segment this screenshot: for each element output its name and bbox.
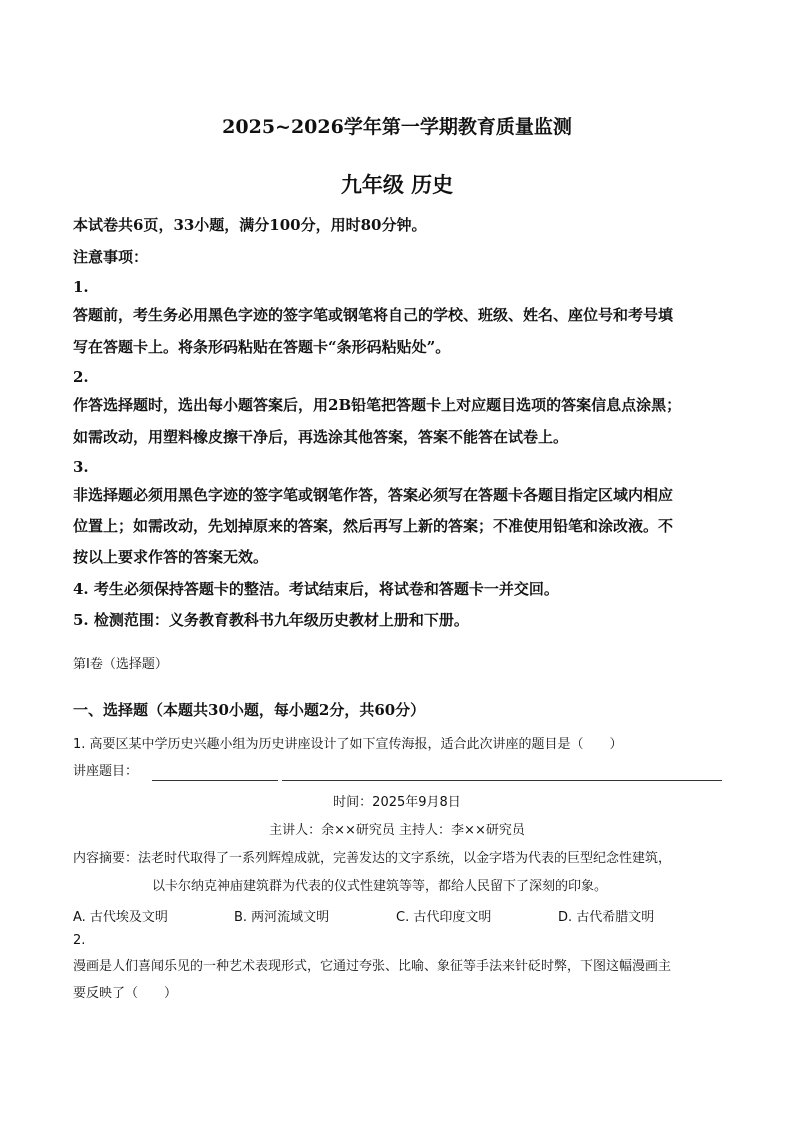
question-1-option-a[interactable]: A. 古代埃及文明 — [73, 910, 168, 925]
exam-title: 2025~2026学年第一学期教育质量监测 — [222, 116, 572, 138]
notice-item-line: 位置上；如需改动，先划掉原来的答案，然后再写上新的答案；不准使用铅笔和涂改液。不 — [73, 517, 674, 535]
lecture-title-blank — [152, 780, 278, 781]
lecture-time: 时间：2025年9月8日 — [333, 795, 461, 810]
notice-item-line: 答题前，考生务必用黑色字迹的签字笔或钢笔将自己的学校、班级、姓名、座位号和考号填 — [73, 306, 674, 324]
question-2-number: 2. — [73, 933, 86, 948]
notice-item-number: 2. — [73, 368, 89, 386]
question-2-stem-line: 要反映了（ ） — [73, 986, 178, 1001]
notice-item-number: 3. — [73, 458, 89, 476]
lecture-title-blank-extended — [282, 780, 722, 781]
notice-item-5: 5. 检测范围：义务教育教科书九年级历史教材上册和下册。 — [73, 611, 469, 629]
notice-item-line: 如需改动，用塑料橡皮擦干净后，再选涂其他答案，答案不能答在试卷上。 — [73, 428, 569, 446]
notice-item-line: 写在答题卡上。将条形码粘贴在答题卡“条形码粘贴处”。 — [73, 338, 451, 356]
question-2-stem-line: 漫画是人们喜闻乐见的一种艺术表现形式，它通过夸张、比喻、象征等手法来针砭时弊，下图这幅漫画主 — [73, 959, 672, 974]
notice-item-line: 作答选择题时，选出每小题答案后，用2B铅笔把答题卡上对应题目选项的答案信息点涂黑； — [73, 396, 682, 414]
exam-summary: 本试卷共6页，33小题，满分100分，用时80分钟。 — [73, 216, 427, 234]
lecture-abstract-line: 以卡尔纳克神庙建筑群为代表的仪式性建筑等等，都给人民留下了深刻的印象。 — [152, 879, 608, 894]
notice-item-4: 4. 考生必须保持答题卡的整洁。考试结束后，将试卷和答题卡一并交回。 — [73, 580, 559, 598]
volume-label: 第I卷（选择题） — [73, 657, 168, 672]
notice-heading: 注意事项： — [73, 248, 149, 266]
question-1-option-d[interactable]: D. 古代希腊文明 — [558, 910, 655, 925]
notice-item-line: 按以上要求作答的答案无效。 — [73, 548, 269, 566]
lecture-abstract-line: 内容摘要：法老时代取得了一系列辉煌成就，完善发达的文字系统，以金字塔为代表的巨型纪念性建筑， — [73, 851, 672, 866]
section-heading: 一、选择题（本题共30小题，每小题2分，共60分） — [73, 701, 426, 719]
question-1-stem: 1. 高要区某中学历史兴趣小组为历史讲座设计了如下宣传海报，适合此次讲座的题目是（ ） — [73, 737, 623, 752]
question-1-option-b[interactable]: B. 两河流域文明 — [234, 910, 330, 925]
lecture-title-label: 讲座题目： — [73, 764, 139, 779]
lecture-hosts: 主讲人：余××研究员 主持人：李××研究员 — [269, 823, 525, 838]
notice-item-number: 1. — [73, 278, 89, 296]
exam-subject: 九年级 历史 — [340, 172, 454, 197]
question-1-option-c[interactable]: C. 古代印度文明 — [396, 910, 492, 925]
notice-item-line: 非选择题必须用黑色字迹的签字笔或钢笔作答，答案必须写在答题卡各题目指定区域内相应 — [73, 486, 674, 504]
